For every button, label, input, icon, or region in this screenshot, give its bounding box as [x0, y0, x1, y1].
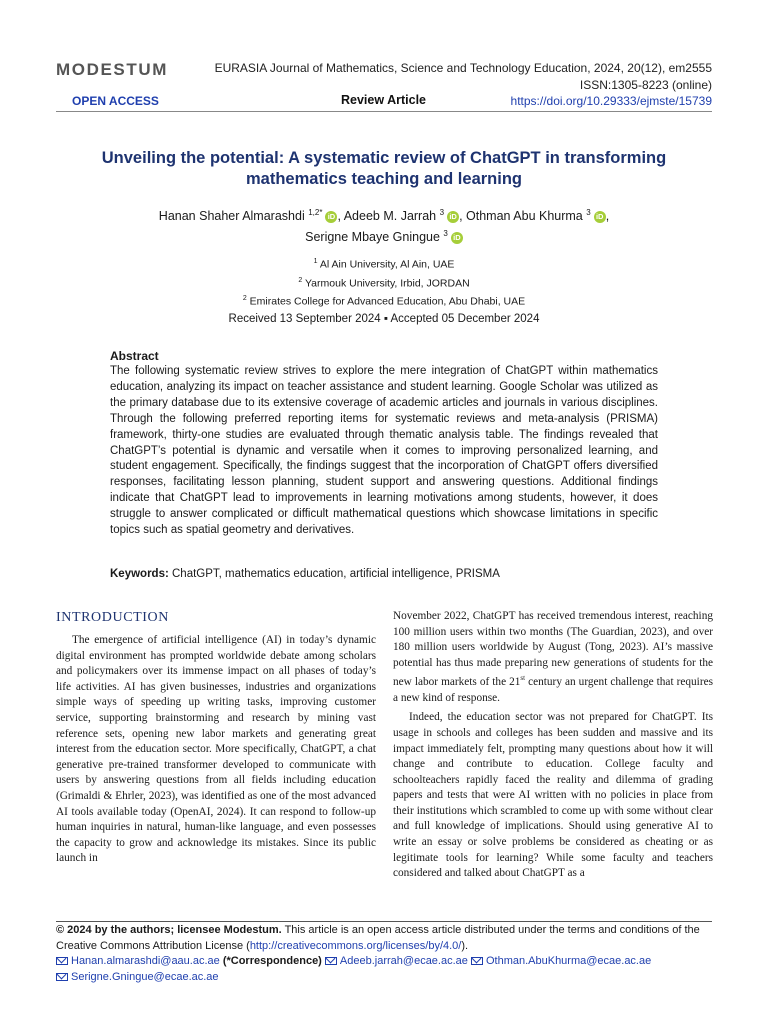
body-text: century an urgent challenge that requires a new kind of response.: [393, 676, 713, 704]
author-affil-sup: 3: [443, 229, 448, 239]
email-link[interactable]: Othman.AbuKhurma@ecae.ac.ae: [485, 955, 652, 967]
abstract-heading: Abstract: [110, 349, 159, 363]
body-paragraph: Indeed, the education sector was not prepared for ChatGPT. Its usage in schools and colleges has been sudden and massive and its impact immediately felt, prompting many questions about how it will change and contribute to education. College faculty and schoolteachers rapidly faced the reality and dilemma of grading papers and tests that were AI written with no policies in place from their institutions which scrambled to come up with some without clear and full knowledge of implications. Should using generative AI to write an essay or solve problems be considered as cheating or as legitimate tools for learning? While some faculty and teachers considered and talked about ChatGPT as a: [393, 711, 713, 880]
envelope-icon: [325, 957, 337, 965]
open-access-label: OPEN ACCESS: [72, 94, 159, 108]
email-link[interactable]: Adeeb.jarrah@ecae.ac.ae: [339, 955, 468, 967]
keywords-label: Keywords:: [110, 568, 169, 580]
paper-title: Unveiling the potential: A systematic review of ChatGPT in transforming mathematics teaching and learning: [101, 149, 667, 188]
affiliation-sup: 2: [242, 295, 247, 302]
affiliation-item: [100, 273, 668, 292]
orcid-icon[interactable]: iD: [451, 232, 463, 244]
section-heading-introduction: INTRODUCTION: [56, 610, 169, 625]
envelope-icon: [56, 973, 68, 981]
affiliation-text: Yarmouk University, Irbid, JORDAN: [304, 277, 470, 289]
license-text: This article is an open access article distributed under the terms and conditions of the Creative Commons Attribution License (: [56, 924, 700, 952]
author-affil-sup: 3: [586, 208, 591, 217]
issn: ISSN:1305-8223 (online): [579, 78, 712, 92]
keywords-text: ChatGPT, mathematics education, artificial intelligence, PRISMA: [172, 568, 500, 580]
envelope-icon: [56, 957, 68, 965]
orcid-icon[interactable]: iD: [447, 211, 459, 223]
footer-divider: [56, 921, 712, 922]
abstract-text: The following systematic review strives to explore the mere integration of ChatGPT within mathematics education, analyzing its impact on teacher assistance and student learning. Google Scholar was utilized as the primary database due to its extensive coverage of academic articles and journals in various disciplines. Through the following preferred reporting items for systematic reviews and meta-analysis (PRISMA) framework, thirty-one studies are evaluated through thematic analysis table. The findings revealed that ChatGPT’s potential is dynamic and versatile when it comes to improving personalized learning, and student engagement. Specifically, the findings suggest that the incorporation of ChatGPT offers diversified responses, facilitating lesson planning, student support and answering questions. Additional findings indicate that ChatGPT lead to improvements in learning motivations among students, however, it does struggle to answer complicated or difficult mathematical questions which showcase limitations in specific topics such as spatial geometry and derivatives.: [110, 365, 658, 537]
affiliation-text: Emirates College for Advanced Education, Abu Dhabi, UAE: [249, 295, 526, 308]
body-text: November 2022, ChatGPT has received tremendous interest, reaching 100 million users within two months (The Guardian, 2023), and over 180 million users worldwide by August (Tong, 2023). AI’s massive potential has thus made preparing new generations of students for the new labor markets of the 21: [393, 610, 713, 689]
affiliation-text: Al Ain University, Al Ain, UAE: [319, 258, 455, 271]
header-divider: [56, 111, 712, 112]
email-line: [56, 954, 716, 970]
publisher-logo: MODESTUM: [56, 60, 168, 79]
orcid-icon[interactable]: iD: [325, 211, 337, 223]
author-name: Othman Abu Khurma: [466, 209, 583, 224]
orcid-icon[interactable]: iD: [594, 211, 606, 223]
body-paragraph: [393, 609, 713, 706]
journal-citation: EURASIA Journal of Mathematics, Science and Technology Education, 2024, 20(12), em2555: [214, 61, 712, 75]
author-list: Hanan Shaher Almarashdi $^{1,2*}$ iD , Adeeb M. Jarrah $^3$ iD , Othman Abu Khurma $^3$ iD , Serigne Mbaye Gningue $^3$ iD: [158, 208, 610, 245]
author-name: Adeeb M. Jarrah: [343, 209, 437, 224]
affiliation-sup: 2: [298, 276, 303, 284]
copyright-bold: © 2024 by the authors; licensee Modestum.: [56, 924, 282, 936]
license-statement: [56, 923, 716, 954]
footer: [56, 923, 716, 985]
body-column-right: [393, 609, 713, 882]
affiliation-item: [100, 254, 668, 273]
affiliation-item: [100, 291, 668, 310]
author-affil-sup: 3: [439, 208, 445, 217]
license-close: ).: [461, 939, 469, 952]
author-name: Serigne Mbaye Gningue: [305, 230, 440, 245]
email-link[interactable]: Serigne.Gningue@ecae.ac.ae: [71, 970, 219, 983]
affiliations: [100, 254, 668, 310]
envelope-icon: [471, 957, 483, 965]
keywords: [110, 568, 658, 580]
ordinal-sup: st: [520, 674, 526, 683]
received-accepted-dates: Received 13 September 2024 ▪ Accepted 05 December 2024: [228, 313, 540, 325]
affiliation-sup: 1: [313, 258, 318, 265]
author-name: Hanan Shaher Almarashdi: [158, 209, 305, 224]
email-link[interactable]: Hanan.almarashdi@aau.ac.ae: [71, 955, 220, 967]
doi-link[interactable]: https://doi.org/10.29333/ejmste/15739: [510, 94, 712, 108]
license-link[interactable]: http://creativecommons.org/licenses/by/4.0/: [249, 939, 462, 952]
email-line: [56, 970, 716, 986]
author-affil-sup: 1,2*: [308, 208, 323, 217]
body-paragraph: The emergence of artificial intelligence (AI) in today’s dynamic digital environment has prompted worldwide debate among scholars and policymakers over its immense impact on all phases of today’s life activities. AI has given businesses, industries and organizations simple ways of speeding up writing tasks, improving customer service, supporting brainstorming and research by mining vast reference sets, opening new labor markets and generating great interest from the education sector. More specifically, ChatGPT, a chat generative pre-trained transformer developed to communicate with users by answering questions from all fields including education (Grimaldi & Ehrler, 2023), was identified as one of the most advanced AI tools available today (OpenAI, 2024). It can respond to follow-up human inquiries in natural, human-like language, and even possesses the capacity to grow and acknowledge its mistakes. Since its public launch in: [56, 634, 376, 865]
article-type: Review Article: [341, 93, 426, 107]
body-column-left: [56, 633, 376, 867]
correspondence-label: (*Correspondence): [222, 955, 322, 967]
